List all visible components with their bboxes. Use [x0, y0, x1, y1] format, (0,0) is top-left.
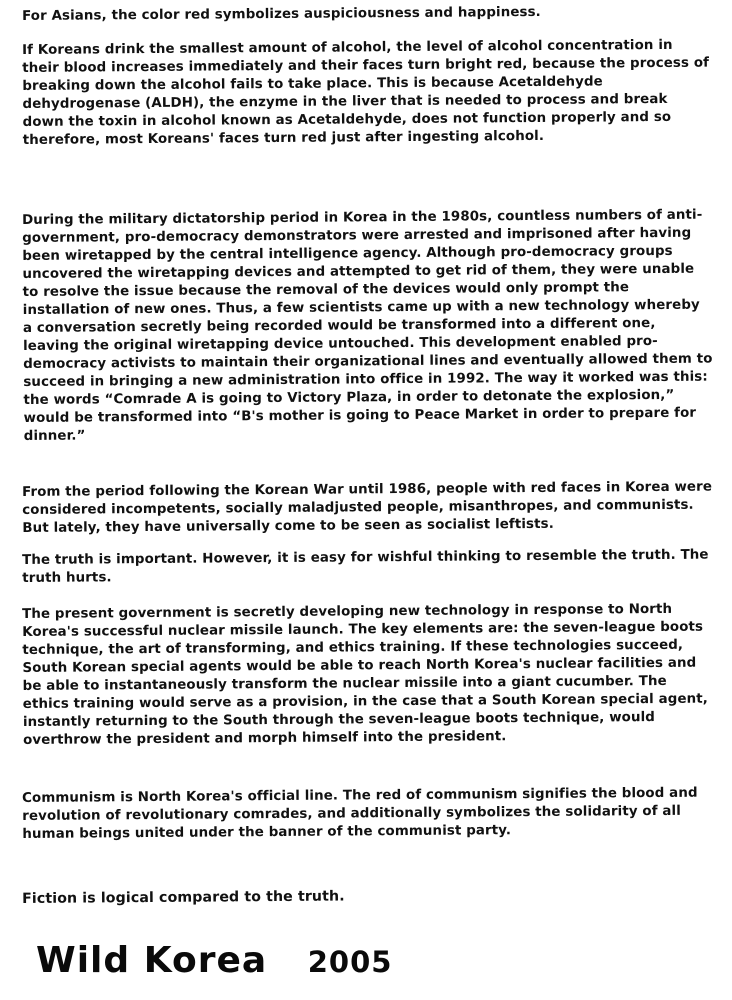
paragraph-alcohol-flush: If Koreans drink the smallest amount of alcohol, the level of alcohol concentration in their blood increases immediately and their faces turn bright red, because the process of breaking down the alcohol fails to take place. This is because Acetaldehyde dehydrogenase (ALDH), the enzyme in the liver that is needed to process and break down the toxin in alcohol known as Acetaldehyde, does not function properly and so therefore, most Koreans' faces turn red just after ingesting alcohol. [22, 37, 710, 148]
paragraph-truth-important: The truth is important. However, it is easy for wishful thinking to resemble the truth. The truth hurts. [22, 547, 709, 586]
paragraph-wiretapping-technology: During the military dictatorship period in Korea in the 1980s, countless numbers of anti-government, pro-democracy demonstrators were arrested and imprisoned after having been wiretapped by the central intelligence agency. Although pro-democracy groups uncovered the wiretapping devices and attempted to get rid of them, they were unable to resolve the issue because the removal of the devices would only prompt the installation of new ones. Thus, a few scientists came up with a new technology whereby a conversation secretly being recorded would be transformed into a different one, leaving the original wiretapping device untouched. This development enabled pro-democracy activists to maintain their organizational lines and eventually allowed them to succeed in bringing a new administration into office in 1992. The way it worked was this: the words “Comrade A is going to Victory Plaza, in order to detonate the explosion,” would be transformed into “B's mother is going to Peace Market in order to prepare for dinner.” [22, 207, 713, 444]
paragraph-red-faces-history: From the period following the Korean War until 1986, people with red faces in Korea were considered incompetents, socially maladjusted people, misanthropes, and communists. But lately, they have universally come to be seen as socialist leftists. [22, 479, 713, 536]
signature [36, 940, 392, 981]
signature-year: 2005 [307, 945, 393, 979]
paragraph-fiction-logical: Fiction is logical compared to the truth. [22, 888, 345, 907]
paragraph-red-symbolism: For Asians, the color red symbolizes auspiciousness and happiness. [22, 4, 541, 24]
paragraph-communism: Communism is North Korea's official line. The red of communism signifies the blood and revolution of revolutionary comrades, and additionally symbolizes the solidarity of all human beings united under the banner of the communist party. [22, 785, 698, 842]
signature-name: Wild Korea [36, 940, 268, 981]
paragraph-new-technology: The present government is secretly developing new technology in response to North Korea's successful nuclear missile launch. The key elements are: the seven-league boots technique, the art of transforming, and ethics training. If these technologies succeed, South Korean special agents would be able to reach North Korea's nuclear facilities and be able to instantaneously transform the nuclear missile into a giant cucumber. The ethics training would serve as a provision, in the case that a South Korean special agent, instantly returning to the South through the seven-league boots technique, would overthrow the president and morph himself into the president. [22, 601, 708, 748]
